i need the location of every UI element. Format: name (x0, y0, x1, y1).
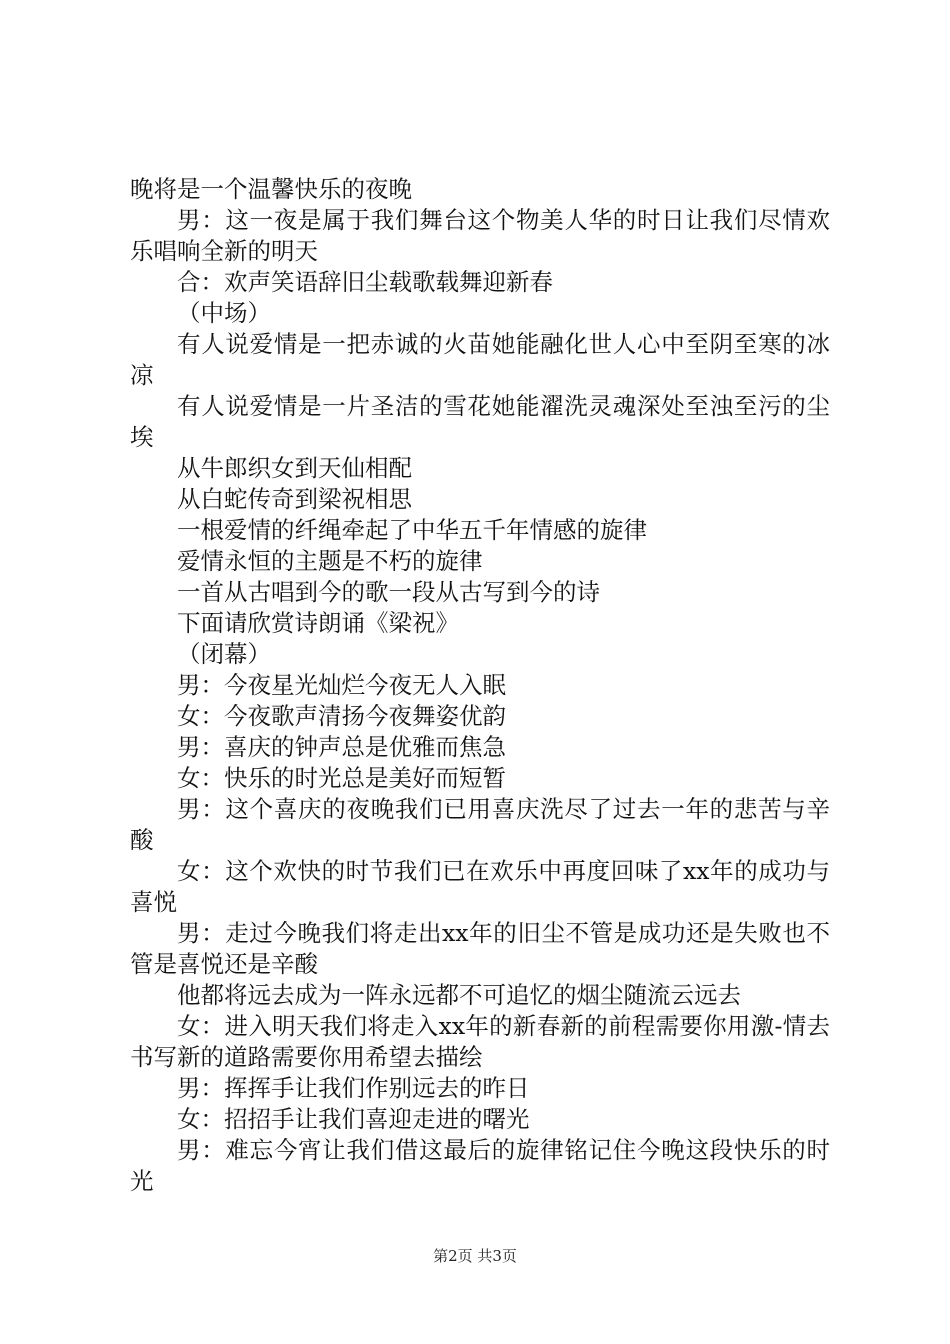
paragraph: 男：今夜星光灿烂今夜无人入眠 (177, 671, 506, 699)
paragraph: 男：挥挥手让我们作别远去的昨日 (177, 1074, 530, 1102)
paragraph: 女：进入明天我们将走入xx年的新春新的前程需要你用激-情去书写新的道路需要你用希望去描绘 (130, 1012, 830, 1071)
paragraph: 合：欢声笑语辞旧尘载歌载舞迎新春 (177, 268, 553, 296)
paragraph: 女：快乐的时光总是美好而短暂 (177, 764, 506, 792)
paragraph: 一首从古唱到今的歌一段从古写到今的诗 (177, 578, 600, 606)
paragraph: 有人说爱情是一把赤诚的火苗她能融化世人心中至阴至寒的冰凉 (130, 330, 830, 389)
paragraph: 一根爱情的纤绳牵起了中华五千年情感的旋律 (177, 516, 647, 544)
paragraph: 爱情永恒的主题是不朽的旋律 (177, 547, 483, 575)
paragraph: 女：今夜歌声清扬今夜舞姿优韵 (177, 702, 506, 730)
paragraph: 有人说爱情是一片圣洁的雪花她能濯洗灵魂深处至浊至污的尘埃 (130, 392, 830, 451)
paragraph: 女：这个欢快的时节我们已在欢乐中再度回味了xx年的成功与喜悦 (130, 857, 830, 916)
paragraph: 男：喜庆的钟声总是优雅而焦急 (177, 733, 506, 761)
document-body (130, 174, 830, 1197)
paragraph: 男：走过今晚我们将走出xx年的旧尘不管是成功还是失败也不管是喜悦还是辛酸 (130, 919, 830, 978)
paragraph: 男：这一夜是属于我们舞台这个物美人华的时日让我们尽情欢乐唱响全新的明天 (130, 206, 830, 265)
paragraph: 从牛郎织女到天仙相配 (177, 454, 412, 482)
section-marker: （闭幕） (177, 640, 271, 668)
paragraph: 晚将是一个温馨快乐的夜晚 (130, 175, 412, 203)
paragraph: 男：难忘今宵让我们借这最后的旋律铭记住今晚这段快乐的时光 (130, 1136, 830, 1195)
page-number-footer: 第2页 共3页 (433, 1247, 517, 1265)
paragraph: 女：招招手让我们喜迎走进的曙光 (177, 1105, 530, 1133)
paragraph: 男：这个喜庆的夜晚我们已用喜庆洗尽了过去一年的悲苦与辛酸 (130, 795, 830, 854)
paragraph: 他都将远去成为一阵永远都不可追忆的烟尘随流云远去 (177, 981, 741, 1009)
paragraph: 从白蛇传奇到梁祝相思 (177, 485, 412, 513)
paragraph: 下面请欣赏诗朗诵《梁祝》 (177, 609, 459, 637)
section-marker: （中场） (177, 299, 271, 327)
